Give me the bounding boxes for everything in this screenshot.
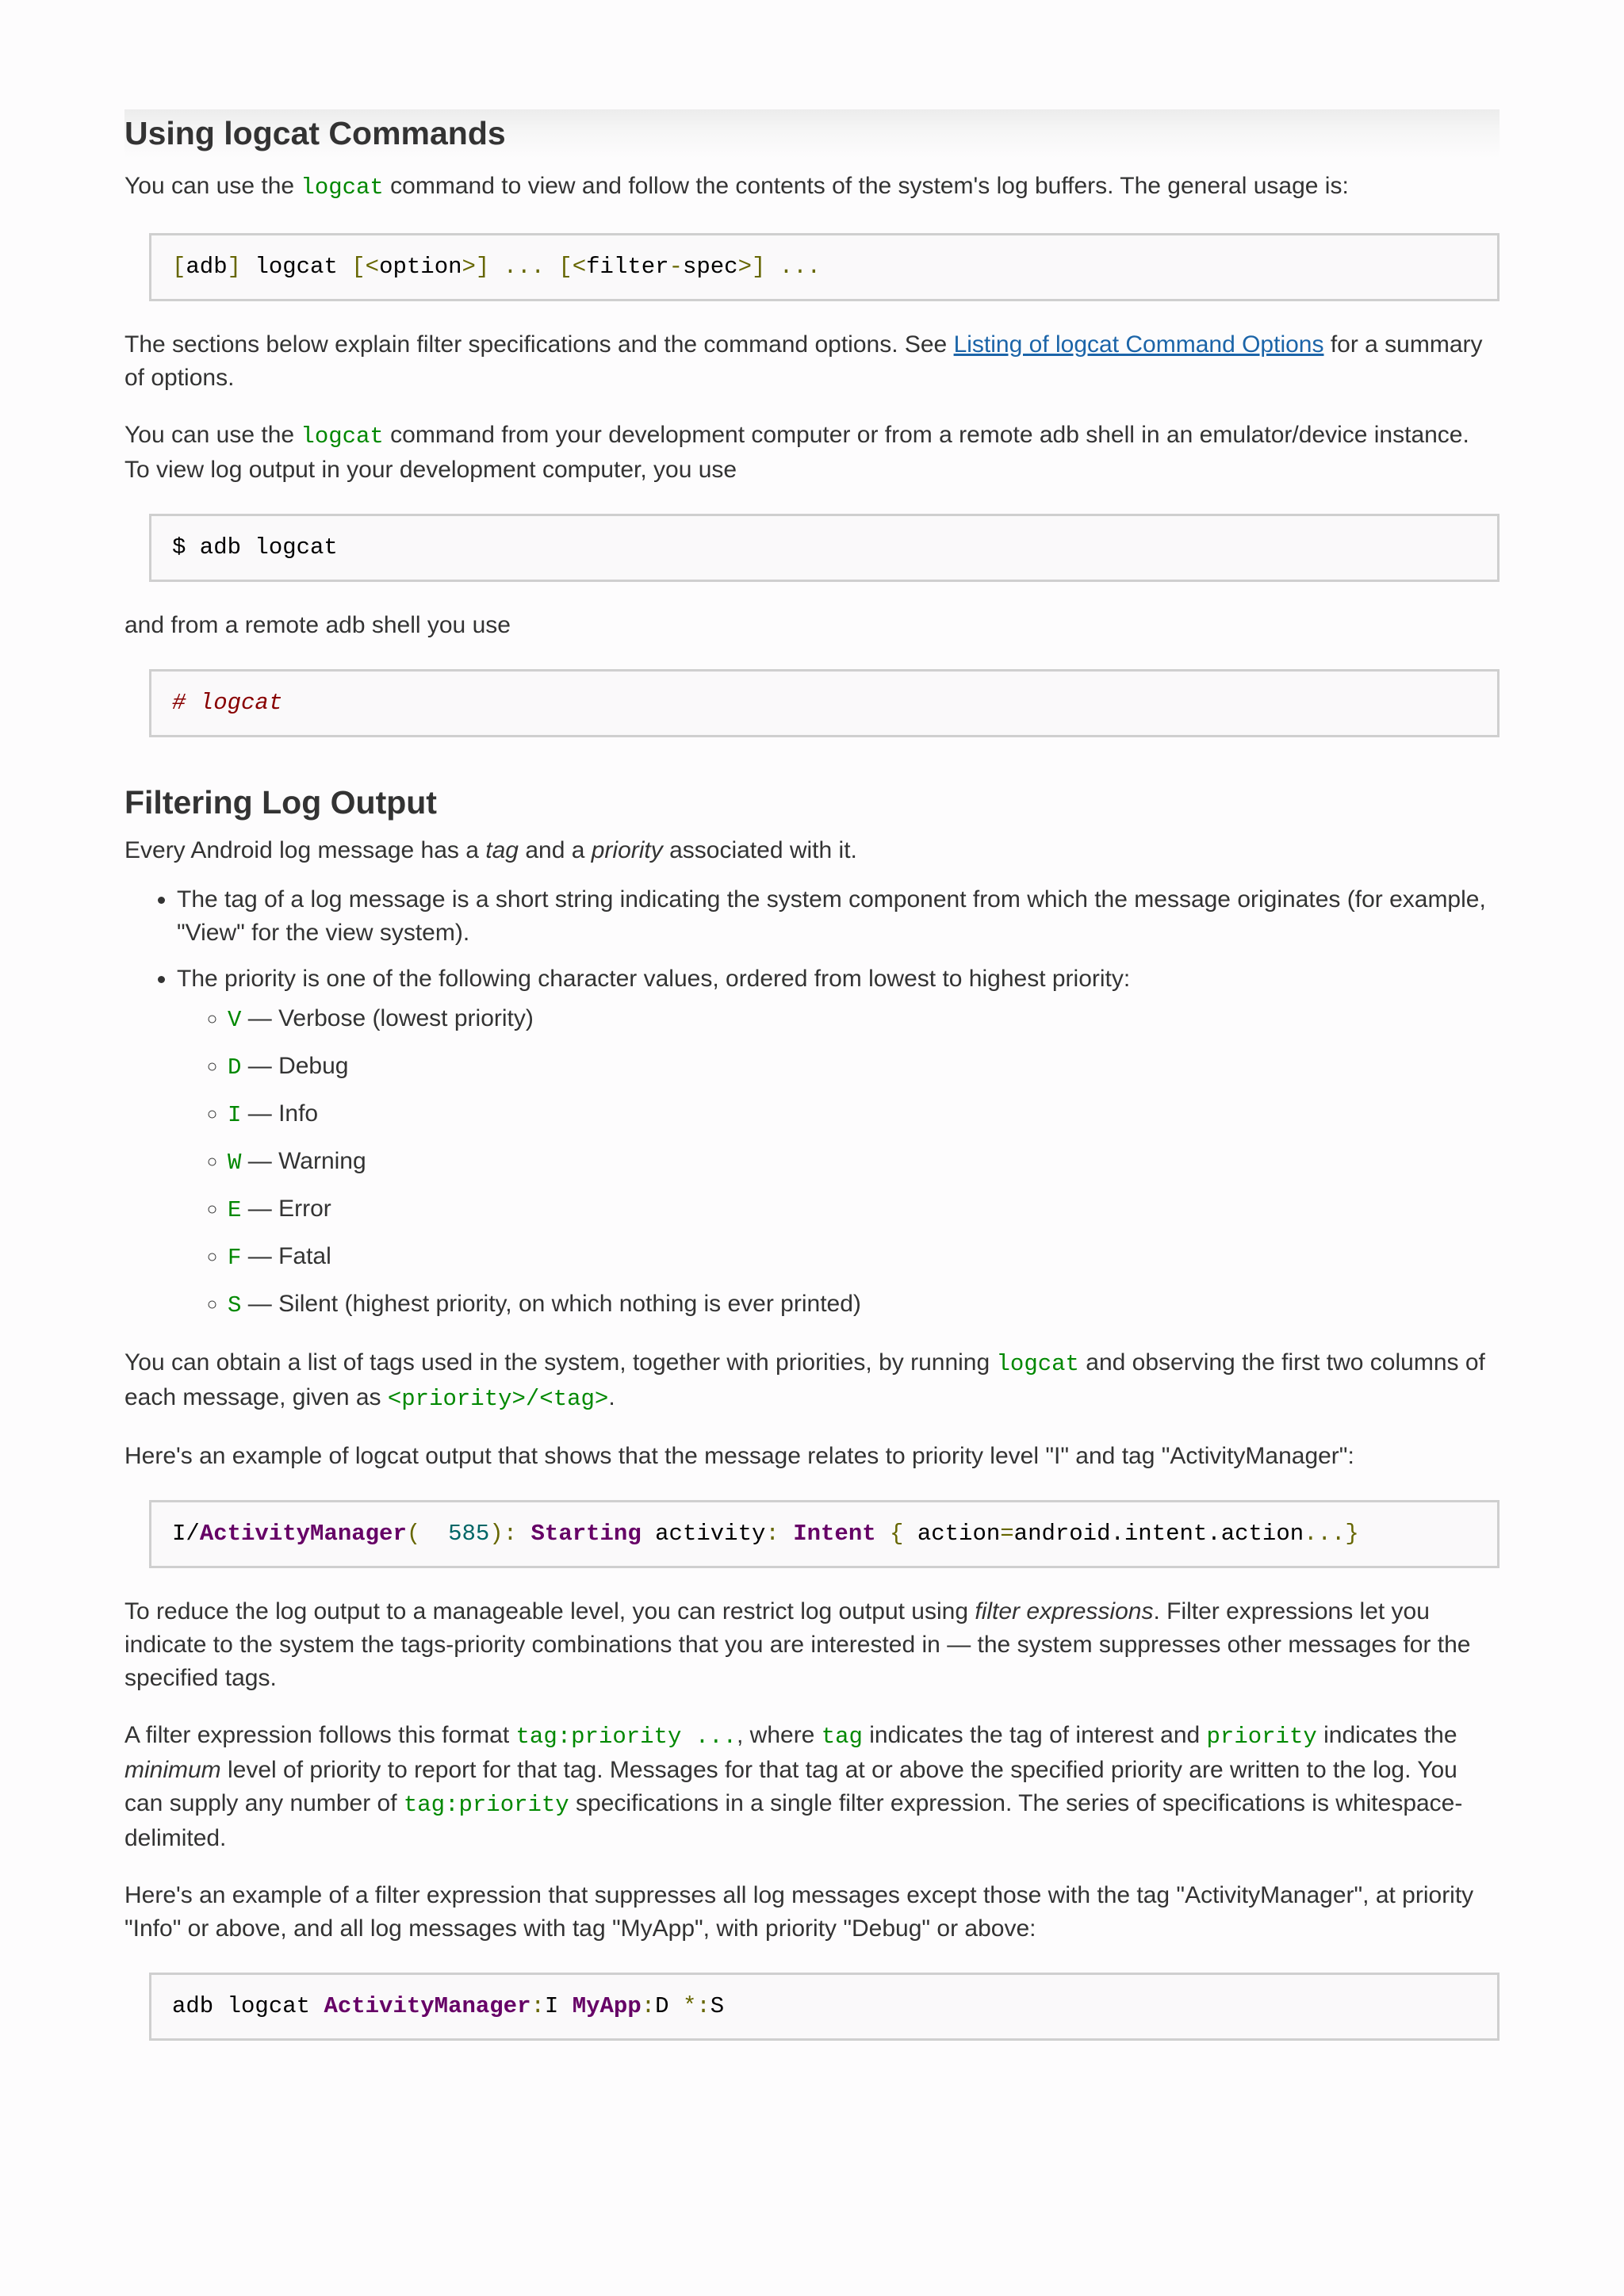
- inline-code-logcat: logcat: [301, 423, 384, 450]
- inline-code-logcat: logcat: [301, 174, 384, 201]
- bullet-tag: • The tag of a log message is a short string indicating the system component from which the message originates (for example, "View" for the view system).: [177, 883, 1500, 950]
- priority-list: [177, 1002, 1500, 1322]
- code-block-filter-example: adb logcat ActivityManager : I MyApp : D *: S: [149, 1973, 1500, 2041]
- code-block-usage: [ adb ] logcat [< option >] ... [< filter - spec >] ...: [149, 233, 1500, 301]
- section-title-filtering: Filtering Log Output: [124, 784, 437, 821]
- priority-item-info: ◦ I — Info: [228, 1097, 1500, 1132]
- paragraph-obtain-tags: You can obtain a list of tags used in the system, together with priorities, by running logcat and observing the first two columns of each message, given as <priority>/<tag>.: [124, 1349, 1485, 1412]
- bullet-priority: • The priority is one of the following character values, ordered from lowest to highest priority: ◦ V — Verbose (lowest priority) ◦ D — Debug ◦ I — Info ◦ W — Warning ◦ E — Error ◦ F — Fatal ◦ S — Silent (highest priority, on which nothing is ever printed): [177, 962, 1500, 1322]
- priority-item-error: ◦ E — Error: [228, 1192, 1500, 1227]
- paragraph-tag-priority: Every Android log message has a tag and a priority associated with it.: [124, 837, 857, 863]
- section-title-using-logcat: Using logcat Commands: [124, 109, 1500, 159]
- priority-item-warning: ◦ W — Warning: [228, 1145, 1500, 1180]
- paragraph-remote-shell: and from a remote adb shell you use: [124, 612, 511, 638]
- priority-item-fatal: ◦ F — Fatal: [228, 1240, 1500, 1275]
- link-listing-options[interactable]: Listing of logcat Command Options: [953, 331, 1324, 358]
- paragraph-sections-below: The sections below explain filter specifications and the command options. See Listing of logcat Command Options for a summary of options.: [124, 331, 1483, 391]
- priority-item-silent: ◦ S — Silent (highest priority, on which nothing is ever printed): [228, 1288, 1500, 1322]
- paragraph-reduce-output: To reduce the log output to a manageable level, you can restrict log output using filter expressions. Filter expressions let you indicate to the system the tags-priority combinations that you are interested in — the system suppresses other messages for the specified tags.: [124, 1598, 1471, 1691]
- paragraph-filter-format: A filter expression follows this format tag:priority ..., where tag indicates the tag of interest and priority indicates the minimum level of priority to report for that tag. Messages for that tag at or above the specified priority are written to the log. You can supply any number of tag:priority specifications in a single filter expression. The series of specifications is whitespace-delimited.: [124, 1722, 1463, 1851]
- priority-item-debug: ◦ D — Debug: [228, 1050, 1500, 1085]
- code-block-adb-logcat: $ adb logcat: [149, 514, 1500, 582]
- paragraph-example-output: Here's an example of logcat output that shows that the message relates to priority level "I" and tag "ActivityManager":: [124, 1443, 1354, 1469]
- code-block-shell-logcat: # logcat: [149, 669, 1500, 737]
- paragraph-dev-computer: You can use the logcat command from your development computer or from a remote adb shell in an emulator/device instance. To view log output in your development computer, you use: [124, 422, 1469, 483]
- paragraph-filter-example: Here's an example of a filter expression that suppresses all log messages except those with the tag "ActivityManager", at priority "Info" or above, and all log messages with tag "MyApp", with priority "Debug" or above:: [124, 1882, 1474, 1942]
- bullet-list: [124, 883, 1500, 1322]
- document-page: [124, 109, 1500, 2068]
- code-block-example-output: I/ ActivityManager ( 585 ): Starting activity : Intent { action = android.intent.action ...}: [149, 1500, 1500, 1568]
- priority-item-verbose: ◦ V — Verbose (lowest priority): [228, 1002, 1500, 1037]
- paragraph-intro: You can use the logcat command to view and follow the contents of the system's log buffers. The general usage is:: [124, 173, 1349, 201]
